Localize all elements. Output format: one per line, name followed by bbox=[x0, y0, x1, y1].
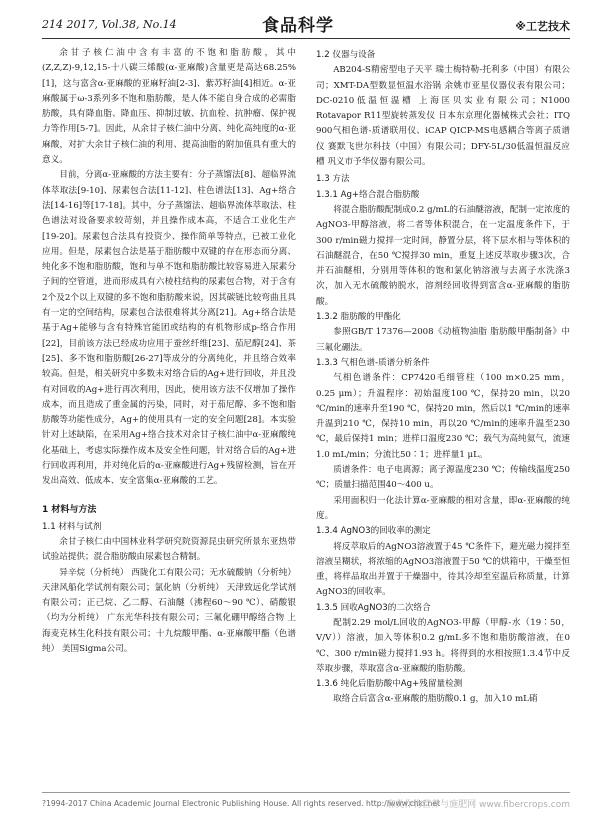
section-1-3-1-heading: 1.3.1 Ag+络合混合脂肪酸 bbox=[316, 189, 420, 200]
page-number-volume: 214 2017, Vol.38, No.14 bbox=[42, 18, 177, 31]
section-1-2-heading: 1.2 仪器与设备 bbox=[316, 50, 376, 60]
section-1-3-5-heading: 1.3.5 回收AgNO3的二次络合 bbox=[316, 602, 431, 613]
section-1-1-heading: 1.1 材料与试剂 bbox=[42, 521, 102, 532]
section-1-3-3-heading: 1.3.3 气相色谱-质谱分析条件 bbox=[316, 357, 430, 368]
method-1-3-1-paragraph: 将混合脂肪酸配制成0.2 g/mL的石油醚溶液，配制一定浓度的AgNO3-甲醇溶液，将二者等体积混合，在一定温度条件下，于300 r/min磁力搅拌一定时间，静置分层，将下层水相与等体积的石油醚混合，在50 ℃搅拌30 min，重复上述反萃取步骤3次，合并石油醚相，分别用等体积的饱和氯化钠溶液与去离子水洗涤3次，加入无水硫酸钠脱水，溶剂经回收得到富含α-亚麻酸的脂肪酸。 bbox=[316, 204, 570, 307]
intro-paragraph-1: 余甘子核仁油中含有丰富的不饱和脂肪酸，其中(Z,Z,Z)-9,12,15-十八碳三烯酸(α-亚麻酸)含量更是高达68.25%[1]，这与富含α-亚麻酸的亚麻籽油[2-3]、紫苏籽油[4]相近。α-亚麻酸属于ω-3系列多不饱和脂肪酸，是人体不能自身合成的必需脂肪酸，具有降血脂、降血压、抑制过敏、抗血栓、抗肿瘤、保护视力等作用[5-7]。因此，从余甘子核仁油中分离、纯化高纯度的α-亚麻酸，对扩大余甘子核仁油的利用、提高油脂的附加值具有重大的意义。 bbox=[42, 48, 296, 166]
left-column bbox=[42, 46, 296, 657]
area-normalization-paragraph: 采用面积归一化法计算α-亚麻酸的相对含量，即α-亚麻酸的纯度。 bbox=[316, 495, 570, 521]
intro-paragraph-2: 目前，分离α-亚麻酸的方法主要有：分子蒸馏法[8]、超临界流体萃取法[9-10]、尿素包合法[11-12]、柱色谱法[13]、Ag+络合法[14-16]等[17-18]。其中，分子蒸馏法、超临界流体萃取法、柱色谱法对设备要求较苛刻，并且操作成本高，不适合工业化生产[19-20]。尿素包合法具有投资少、操作简单等特点，已被工业化应用。但是，尿素包合法是基于脂肪酸中双键的存在形态而分离、纯化多不饱和脂肪酸，饱和与单不饱和脂肪酸比较容易进入尿素分子间的空管道，进而形成具有六棱柱结构的尿素包合物，对于含有2个及2个以上双键的多不饱和脂肪酸来说，因其碳链比较弯曲且具有一定的空间结构，尿素包合法很难将其分离[21]。Ag+络合法是基于Ag+能够与含有特殊官能团或结构的有机物形成p-络合作用[22]，目前该方法已经成功应用于蚕丝纤维[23]、茄尼醇[24]、茶[25]、多不饱和脂肪酸[26-27]等成分的分离纯化，并且络合效率较高。但是，相关研究中多数未对络合后的Ag+进行回收，并且没有对回收的Ag+进行再次利用，因此，使用该方法不仅增加了操作成本，而且造成了重金属的污染，同时，对于茄尼醇、多不饱和脂肪酸等功能性成分，Ag+的使用具有一定的安全问题[28]。本实验针对上述缺陷，在采用Ag+络合技术对余甘子核仁油中α-亚麻酸纯化基础上，考虑实际操作成本及安全性问题，针对络合后的Ag+进行回收再利用，并对纯化后的α-亚麻酸进行Ag+残留检测，旨在开发出高效、低成本、安全富集α-亚麻酸的工艺。 bbox=[42, 170, 296, 487]
method-1-3-4-paragraph: 将反萃取后的AgNO3溶液置于45 ℃条件下，避光磁力搅拌至溶液呈糊状，将浓缩的AgNO3溶液置于50 ℃的烘箱中，干燥至恒重，将样品取出并置于干燥器中，待其冷却至室温后称质量，计算AgNO3的回收率。 bbox=[316, 541, 570, 598]
materials-paragraph-1: 余甘子核仁由中国林业科学研究院资源昆虫研究所景东亚热带试验站提供；混合脂肪酸由尿素包合精制。 bbox=[42, 536, 296, 563]
section-1-3-2-heading: 1.3.2 脂肪酸的甲酯化 bbox=[316, 312, 401, 323]
right-column bbox=[316, 46, 570, 708]
page-header bbox=[42, 8, 570, 39]
copyright-notice: ?1994-2017 China Academic Journal Electronic Publishing House. All rights reserved. http://www.cnki.net bbox=[42, 799, 441, 808]
instruments-paragraph: AB204-S精密型电子天平 瑞士梅特勒-托利多（中国）有限公司；XMT-DA型数显恒温水浴锅 余姚市亚星仪器仪表有限公司；DC-0210低温恒温槽 上海匡贝实业有限公司；N1000 Rotavapor R11型旋转蒸发仪 日本东京理化器械株式会社；ITQ 900气相色谱-质谱联用仪、iCAP QICP-MS电感耦合等离子质谱仪 赛默飞世尔科技（中国）有限公司；DFY-5L/30低温恒温反应槽 巩义市予华仪器有限公司。 bbox=[316, 65, 570, 168]
section-1-3-4-heading: 1.3.4 AgNO3的回收率的测定 bbox=[316, 526, 431, 537]
section-1-heading: 1 材料与方法 bbox=[42, 504, 97, 515]
method-1-3-2-paragraph: 参照GB/T 17376—2008《动植物油脂 脂肪酸甲酯制备》中三氟化硼法。 bbox=[316, 327, 570, 353]
watermark-text: 麻类作物营养与施肥网 www.fibercrops.com bbox=[386, 800, 570, 810]
materials-paragraph-2: 异辛烷（分析纯） 西陇化工有限公司；无水硫酸钠（分析纯） 天津风船化学试剂有限公司；氯化钠（分析纯） 天津致远化学试剂有限公司；正己烷、乙二醇、石油醚（沸程60～90 ℃）、硝酸银（均为分析纯） 广东光华科技有限公司；三氟化硼甲醇络合物 上海麦克林生化科技有限公司；十九烷酸甲酯、α-亚麻酸甲酯（色谱纯） 美国Sigma公司。 bbox=[42, 567, 296, 654]
method-1-3-5-paragraph: 配制2.29 mol/L回收的AgNO3-甲醇（甲醇-水（19∶50，V/V））溶液，加入等体积0.2 g/mL多不饱和脂肪酸溶液，在0 ℃、300 r/min磁力搅拌1.93 h。将得到的水相按照1.3.4节中反萃取步骤，萃取富含α-亚麻酸的脂肪酸。 bbox=[316, 617, 570, 674]
ms-conditions-paragraph: 质谱条件：电子电离源；离子源温度230 ℃；传输线温度250 ℃；质量扫描范围40～400 u。 bbox=[316, 465, 570, 491]
page-footer bbox=[42, 792, 570, 815]
gc-conditions-paragraph: 气相色谱条件：CP7420毛细管柱（100 m×0.25 mm，0.25 μm）；升温程序：初始温度100 ℃，保持20 min，以20 ℃/min的速率升至190 ℃，保持20 min，然后以1 ℃/min的速率升温到210 ℃，保持10 min，再以20 ℃/min的速率升温至230 ℃，最后保持1 min；进样口温度230 ℃；载气为高纯氦气，流速1.0 mL/min；分流比50∶1；进样量1 μL。 bbox=[316, 373, 570, 460]
method-1-3-6-paragraph: 取络合后富含α-亚麻酸的脂肪酸0.1 g，加入10 mL硝 bbox=[333, 694, 538, 705]
section-1-3-heading: 1.3 方法 bbox=[316, 174, 350, 185]
journal-title: 食品科学 bbox=[262, 16, 334, 36]
section-1-3-6-heading: 1.3.6 纯化后脂肪酸中Ag+残留量检测 bbox=[316, 679, 463, 690]
section-label: ※工艺技术 bbox=[515, 20, 570, 33]
